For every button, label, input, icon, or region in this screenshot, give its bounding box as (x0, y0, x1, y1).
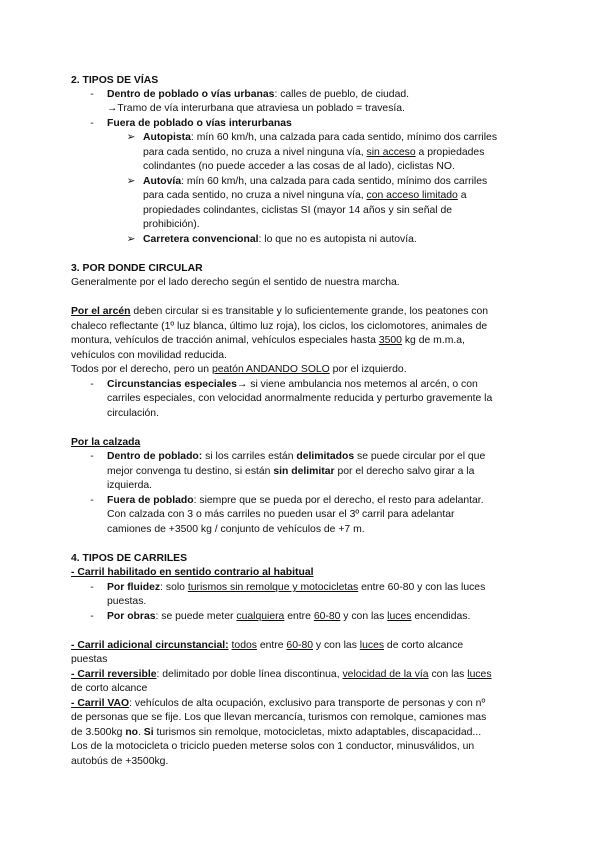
arrow-bullet-icon: ➢ (126, 176, 136, 187)
dash-bullet: - (90, 451, 94, 462)
list-item: Por obras: se puede meter cualquiera entre 60-80 y con las luces encendidas. (107, 611, 471, 622)
dash-bullet: - (90, 118, 94, 129)
list-item-note: →Tramo de vía interurbana que atraviesa un poblado = travesía. (107, 103, 405, 114)
list-item-text: Con calzada con 3 o más carriles no pueden usar el 3º carril para adelantar (107, 509, 455, 520)
dash-bullet: - (90, 89, 94, 100)
list-item: Fuera de poblado: siempre que se pueda por el derecho, el resto para adelantar. (107, 495, 484, 506)
paragraph-line: de 3.500kg no. Si turismos sin remolque, motocicletas, mixto adaptables, discapacidad... (71, 727, 482, 738)
list-item-text: circulación. (107, 408, 159, 419)
list-item: Dentro de poblado o vías urbanas: calles de pueblo, de ciudad. (107, 89, 410, 100)
dash-bullet: - (90, 611, 94, 622)
section-2-title: 2. TIPOS DE VÍAS (71, 75, 159, 86)
list-item-text: puestas. (107, 596, 147, 607)
dash-bullet: - (90, 495, 94, 506)
paragraph-line: autobús de +3500kg. (71, 756, 169, 767)
list-item: Fuera de poblado o vías interurbanas (107, 118, 292, 129)
list-item: Circunstancias especiales→ si viene ambulancia nos metemos al arcén, o con (107, 379, 478, 390)
dash-bullet: - (90, 379, 94, 390)
section-3-title: 3. POR DONDE CIRCULAR (71, 263, 203, 274)
sub-item-text: propiedades colindantes, ciclistas SI (mayor 14 años y sin señal de (143, 205, 452, 216)
sub-item-text: prohibición). (143, 219, 200, 230)
list-item-text: carriles especiales, con velocidad anormalmente reducida y perturbo gravemente la (107, 393, 493, 404)
sub-item-text: colindantes (no puede acceder a las cosas de al lado), ciclistas NO. (143, 161, 455, 172)
list-item-text: izquierda. (107, 480, 153, 491)
sub-item-convencional: Carretera convencional: lo que no es autopista ni autovía. (143, 234, 417, 245)
subsection-title: Por la calzada (71, 437, 141, 448)
paragraph-line: de personas que se fije. Los que llevan mercancía, turismos con remolque, camiones mas (71, 712, 487, 723)
paragraph-line: de corto alcance (71, 683, 148, 694)
paragraph-line: Todos por el derecho, pero un peatón ANDANDO SOLO por el izquierdo. (71, 364, 407, 375)
list-item-text: mejor convenga tu destino, si están sin delimitar por el derecho salvo girar a la (107, 466, 475, 477)
paragraph-arcen: Por el arcén deben circular si es transitable y lo suficientemente grande, los peatones con (71, 306, 489, 317)
list-item: Dentro de poblado: si los carriles están delimitados se puede circular por el que (107, 451, 486, 462)
sub-item-autovia: Autovía: mín 60 km/h, una calzada para cada sentido, mínimo dos carriles (143, 176, 488, 187)
paragraph-line: puestas (71, 654, 108, 665)
sub-item-text: para cada sentido, no cruza a nivel ninguna vía, con acceso limitado a (143, 190, 467, 201)
arrow-bullet-icon: ➢ (126, 132, 136, 143)
paragraph-carril-adicional: - Carril adicional circunstancial: todos entre 60-80 y con las luces de corto alcance (71, 640, 464, 651)
paragraph-carril-vao: - Carril VAO: vehículos de alta ocupación, exclusivo para transporte de personas y con nº (71, 698, 486, 709)
sub-item-text: para cada sentido, no cruza a nivel ninguna vía, sin acceso a propiedades (143, 147, 485, 158)
section-4-title: 4. TIPOS DE CARRILES (71, 553, 188, 564)
list-item: Por fluidez: solo turismos sin remolque y motocicletas entre 60-80 y con las luces (107, 582, 486, 593)
paragraph-line: montura, vehículos de tracción animal, vehículos especiales hasta 3500 kg de m.m.a, (71, 335, 465, 346)
paragraph-line: chaleco reflectante (1º luz blanca, último luz roja), los ciclos, los ciclomotores, animales de (71, 321, 488, 332)
list-item-text: camiones de +3500 kg / conjunto de vehículos de +7 m. (107, 524, 365, 535)
dash-bullet: - (90, 582, 94, 593)
paragraph-line: Los de la motocicleta o triciclo pueden meterse solos con 1 conductor, minusválidos, un (71, 741, 475, 752)
paragraph: Generalmente por el lado derecho según el sentido de nuestra marcha. (71, 277, 400, 288)
paragraph-line: vehículos con movilidad reducida. (71, 350, 227, 361)
subsection-title: - Carril habilitado en sentido contrario al habitual (71, 567, 314, 578)
arrow-bullet-icon: ➢ (126, 234, 136, 245)
sub-item-autopista: Autopista: mín 60 km/h, una calzada para cada sentido, mínimo dos carriles (143, 132, 498, 143)
paragraph-carril-reversible: - Carril reversible: delimitado por doble línea discontinua, velocidad de la vía con las luces (71, 669, 492, 680)
